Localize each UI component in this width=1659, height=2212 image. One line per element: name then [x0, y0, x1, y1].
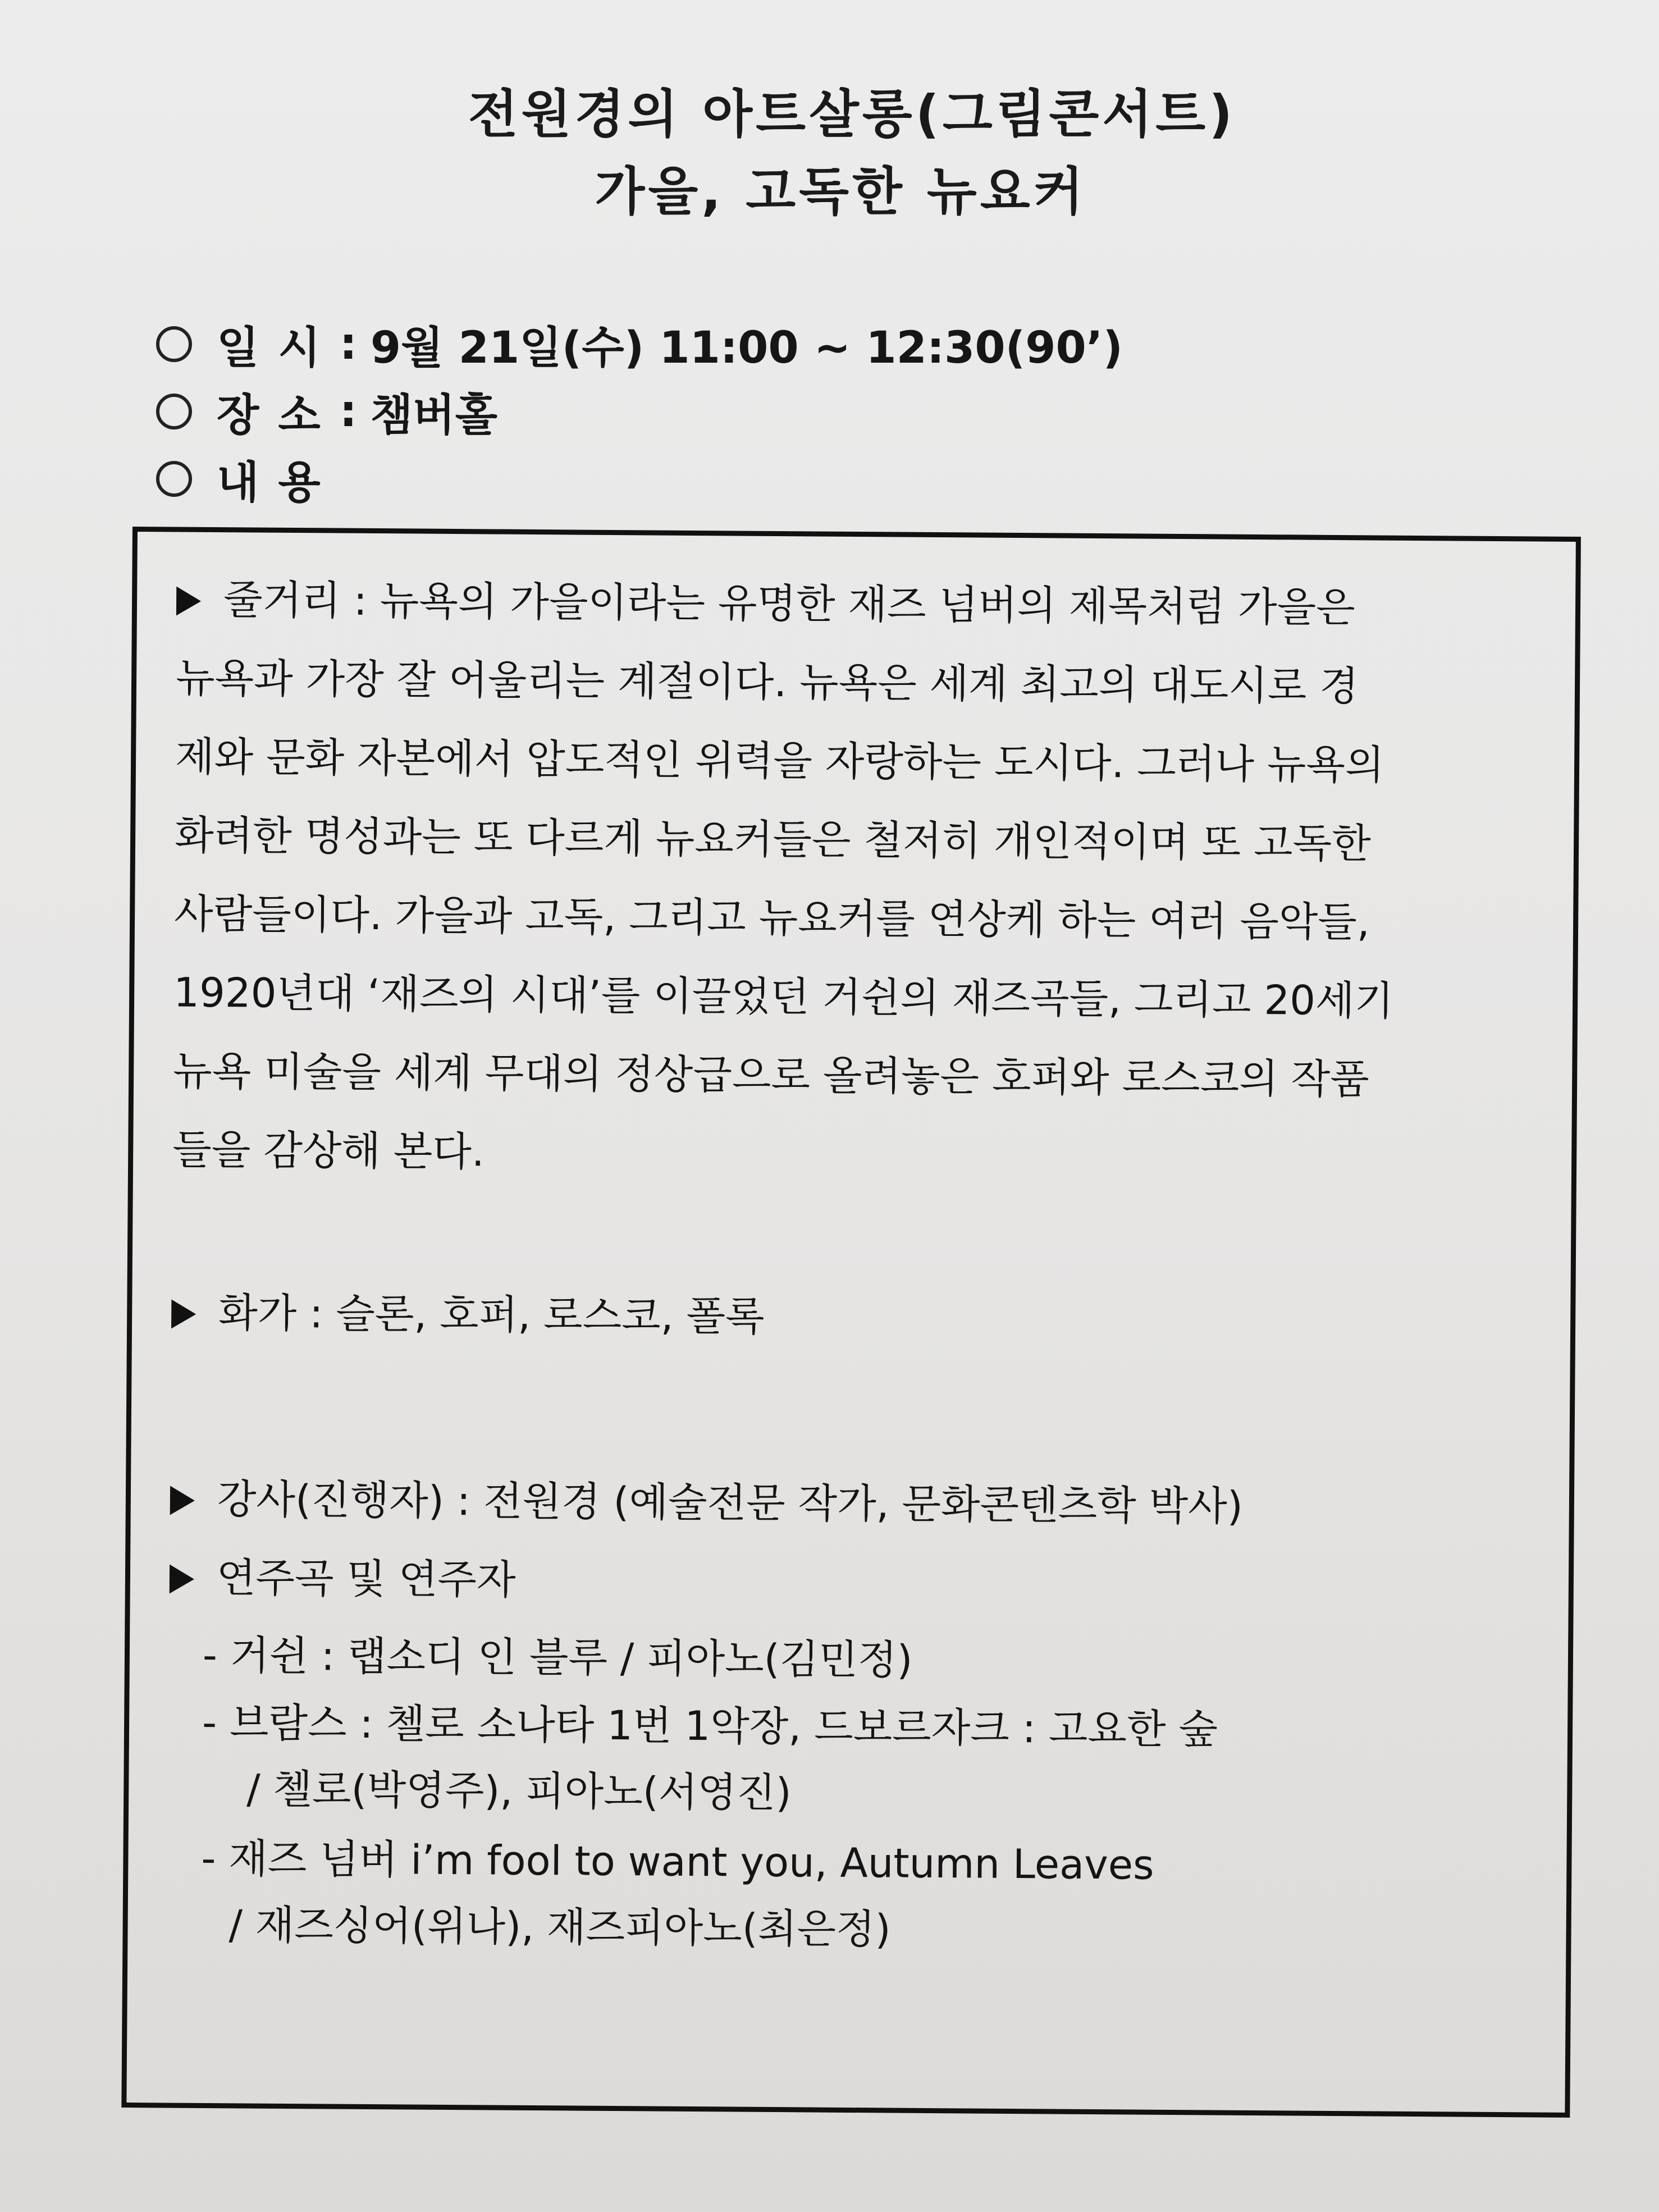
synopsis-line: 사람들이다. 가을과 고독, 그리고 뉴요커를 연상케 하는 여러 음악들,	[173, 890, 1370, 946]
title-line-1: 전원경의 아트살롱(그림콘서트)	[468, 84, 1236, 144]
info-place-row	[156, 381, 497, 442]
lecturer-item	[170, 1465, 1243, 1540]
circle-bullet-icon	[156, 394, 192, 429]
info-place-label: 장소	[217, 390, 340, 441]
info-date-label: 일시	[217, 323, 340, 373]
synopsis-line: 줄거리 : 뉴욕의 가을이라는 유명한 재즈 넘버의 제목처럼 가을은	[176, 560, 1547, 648]
program-line: - 거쉰 : 랩소디 인 블루 / 피아노(김민정)	[202, 1631, 913, 1684]
info-date-sep: :	[339, 319, 357, 369]
title-line-2: 가을, 고독한 뉴요커	[595, 162, 1087, 222]
program-item	[170, 1544, 516, 1614]
info-content-row	[156, 448, 340, 510]
content-box	[121, 527, 1581, 2118]
info-date-row	[156, 313, 1123, 375]
program-line: - 브람스 : 첼로 소나타 1번 1악장, 드보르자크 : 고요한 숲	[202, 1698, 1218, 1753]
info-place-sep: :	[339, 386, 357, 437]
synopsis-paragraph	[172, 560, 1547, 1199]
triangle-bullet-icon	[171, 1300, 196, 1329]
synopsis-line: 화려한 명성과는 또 다르게 뉴요커들은 철저히 개인적이며 또 고독한	[174, 811, 1371, 867]
lecturer-text: 강사(진행자) : 전원경 (예술전문 작가, 문화콘텐츠학 박사)	[217, 1475, 1244, 1530]
info-content-label: 내용	[217, 458, 340, 508]
synopsis-line: 들을 감상해 본다.	[172, 1126, 485, 1176]
triangle-bullet-icon	[170, 1486, 195, 1515]
painters-text: 화가 : 슬론, 호퍼, 로스코, 폴록	[218, 1289, 765, 1340]
program-line: / 재즈싱어(위나), 재즈피아노(최은정)	[228, 1901, 891, 1953]
circle-bullet-icon	[156, 326, 192, 362]
program-title: 연주곡 및 연주자	[216, 1554, 516, 1603]
triangle-bullet-icon	[176, 587, 201, 616]
circle-bullet-icon	[156, 461, 192, 497]
synopsis-line: 뉴욕과 가장 잘 어울리는 계절이다. 뉴욕은 세계 최고의 대도시로 경	[175, 654, 1359, 710]
triangle-bullet-icon	[170, 1565, 194, 1594]
synopsis-line: 뉴욕 미술을 세계 무대의 정상급으로 올려놓은 호퍼와 로스코의 작품	[172, 1047, 1370, 1103]
info-place-value: 챔버홀	[370, 390, 497, 441]
program-line: - 재즈 넘버 i’m fool to want you, Autumn Leaves	[201, 1834, 1154, 1889]
program-line: / 첼로(박영주), 피아노(서영진)	[246, 1765, 792, 1817]
painters-item	[171, 1279, 765, 1350]
synopsis-line: 1920년대 ‘재즈의 시대’를 이끌었던 거쉰의 재즈곡들, 그리고 20세기	[173, 968, 1394, 1025]
synopsis-line: 제와 문화 자본에서 압도적인 위력을 자랑하는 도시다. 그러나 뉴욕의	[175, 733, 1384, 789]
info-date-value: 9월 21일(수) 11:00 ~ 12:30(90’)	[370, 323, 1123, 373]
